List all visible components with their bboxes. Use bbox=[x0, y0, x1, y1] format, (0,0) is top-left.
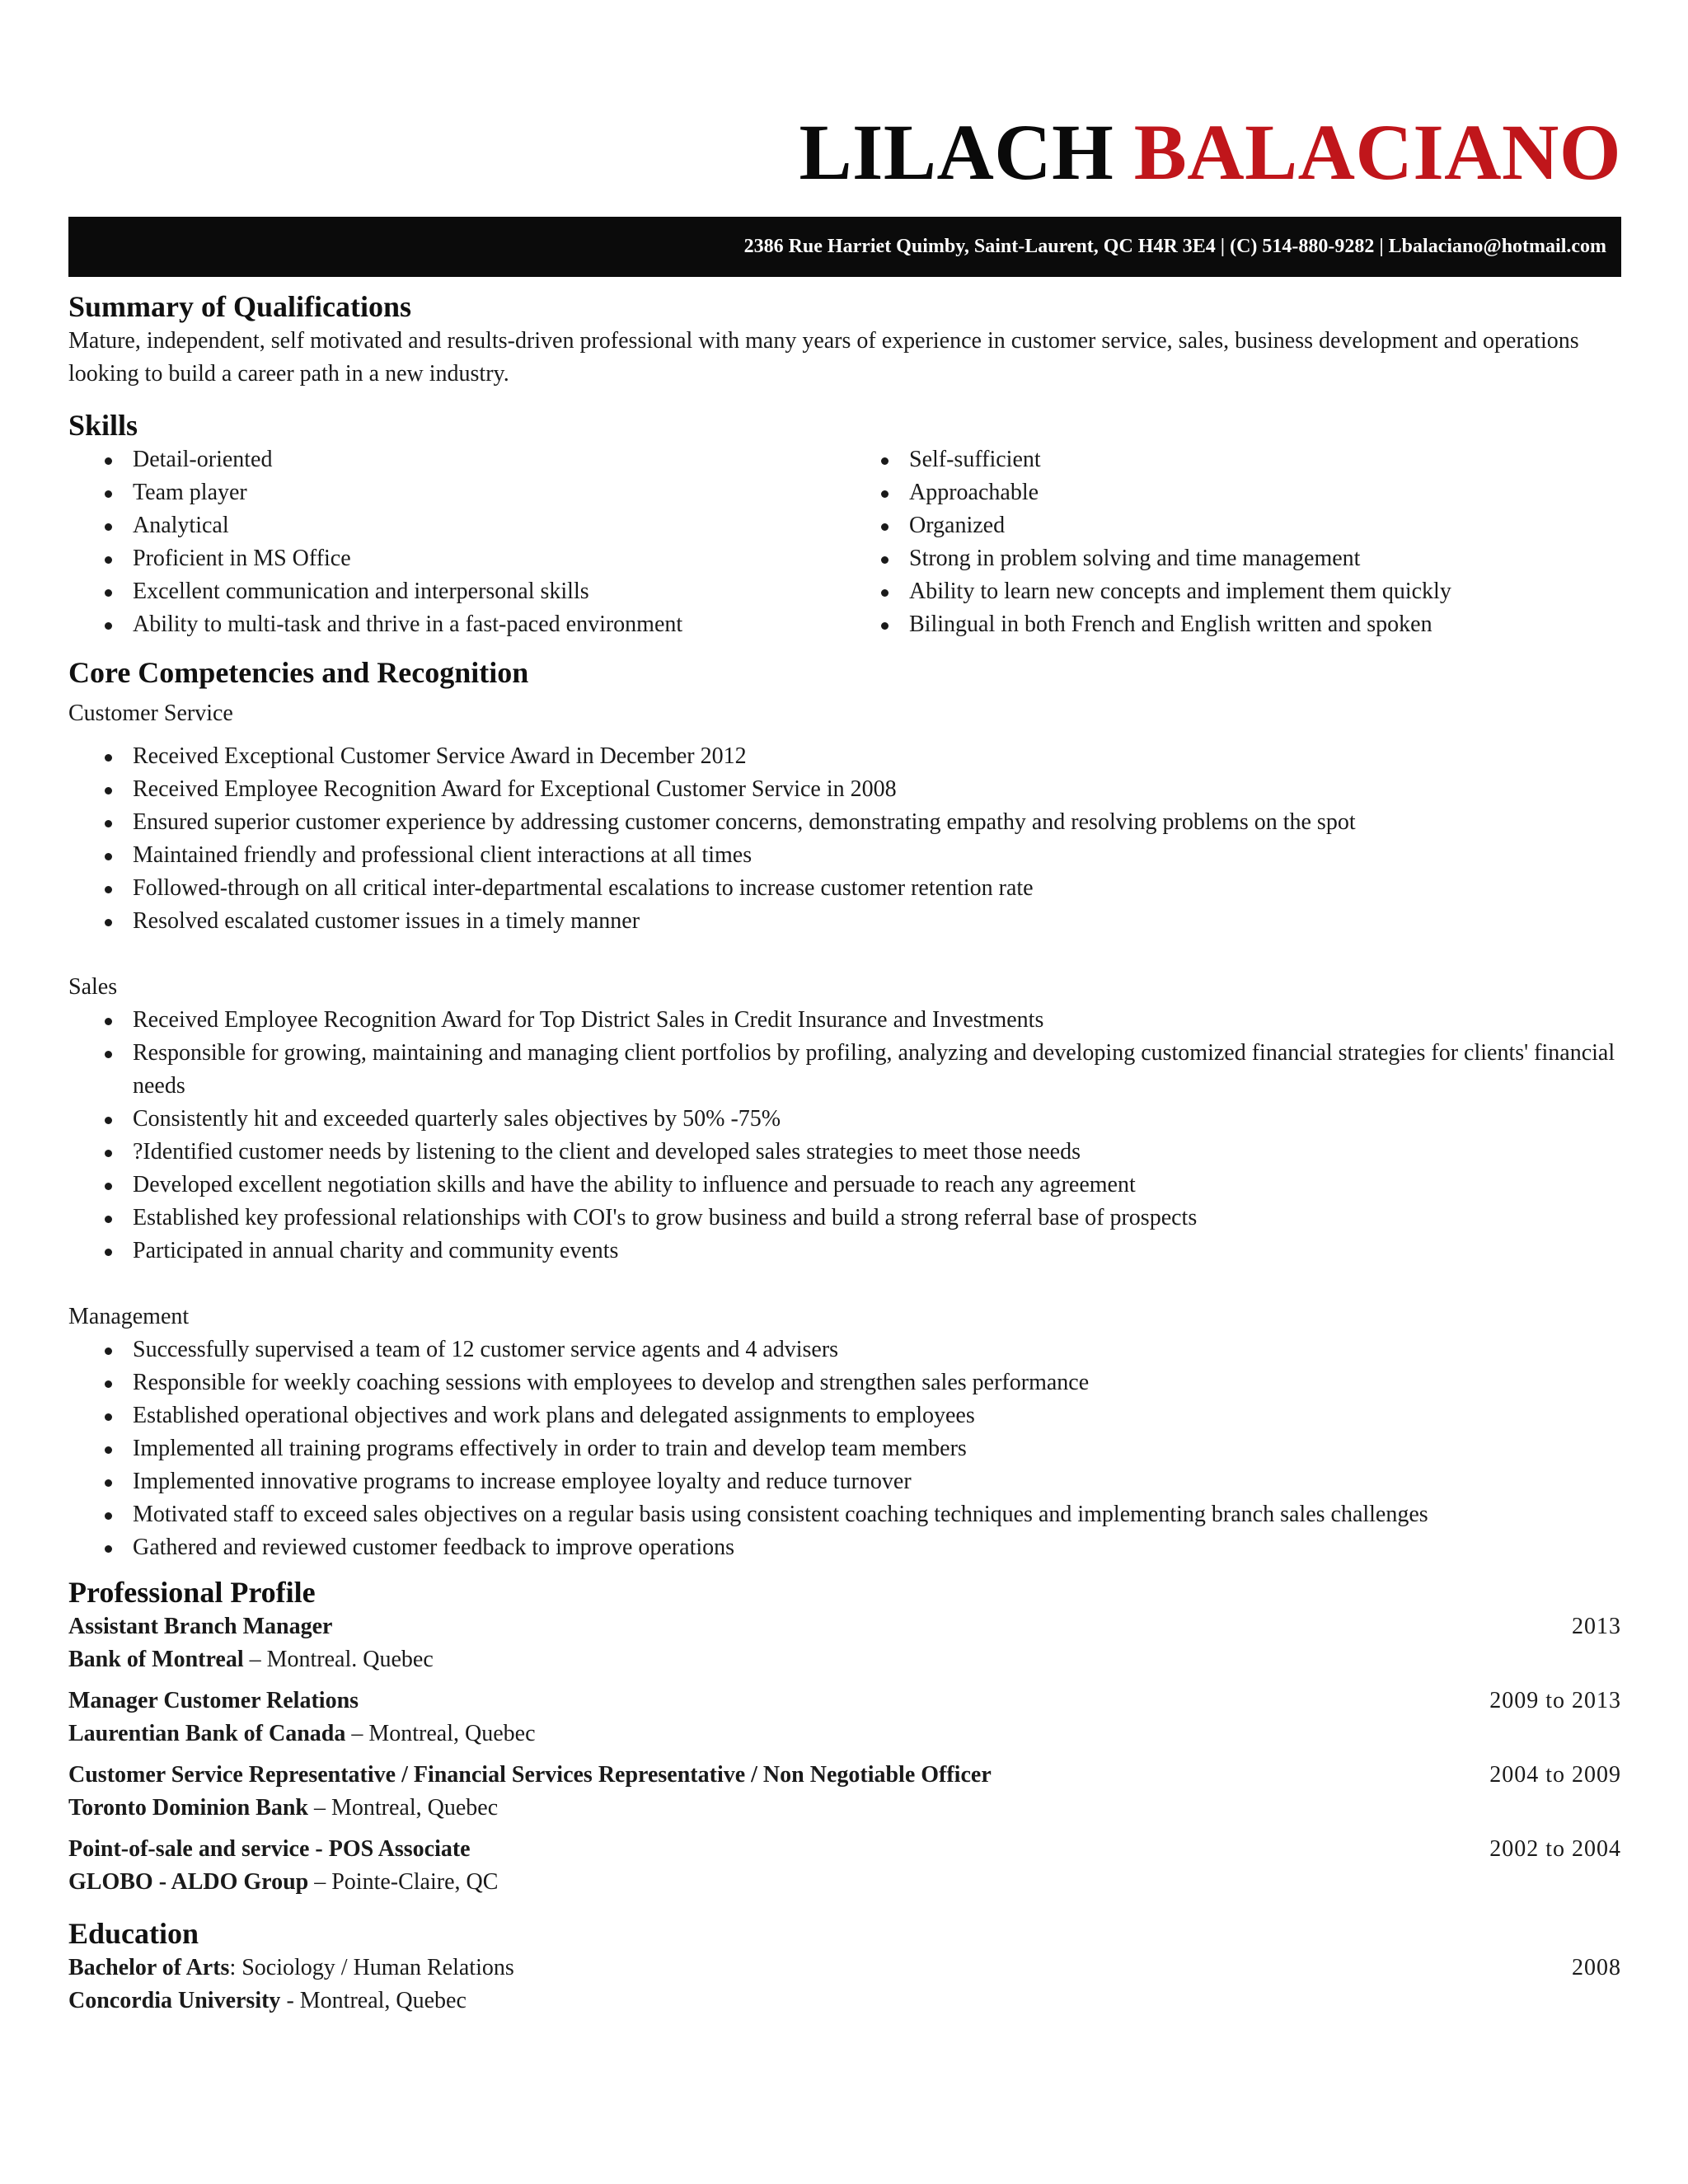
list-item: Maintained friendly and professional client interactions at all times bbox=[68, 839, 1621, 872]
skills-section bbox=[68, 407, 1621, 641]
resume-page bbox=[68, 0, 1621, 2018]
list-item: Received Employee Recognition Award for Exceptional Customer Service in 2008 bbox=[68, 773, 1621, 806]
subsection-sales: Sales bbox=[68, 974, 118, 1000]
section-title-core: Core Competencies and Recognition bbox=[68, 656, 529, 689]
list-item: Approachable bbox=[845, 476, 1621, 509]
education-section bbox=[68, 1915, 1621, 2018]
list-item: Responsible for growing, maintaining and managing client portfolios by profiling, analyzing and developing customized financial strategies for clients' financial needs bbox=[68, 1037, 1621, 1103]
job-title: Assistant Branch Manager bbox=[68, 1614, 333, 1639]
customer-service-list bbox=[68, 740, 1621, 938]
job-entry bbox=[68, 1759, 1621, 1825]
job-location: – Pointe-Claire, QC bbox=[308, 1869, 499, 1895]
list-item: Established key professional relationships with COI's to grow business and build a strong referral base of prospects bbox=[68, 1202, 1621, 1235]
section-title-summary: Summary of Qualifications bbox=[68, 290, 412, 323]
list-item: Ability to multi-task and thrive in a fast-paced environment bbox=[68, 608, 845, 641]
list-item: Analytical bbox=[68, 509, 845, 542]
list-item: Organized bbox=[845, 509, 1621, 542]
list-item: Self-sufficient bbox=[845, 443, 1621, 476]
skills-grid bbox=[68, 443, 1621, 641]
job-company: Laurentian Bank of Canada bbox=[68, 1721, 346, 1746]
job-date: 2013 bbox=[1572, 1614, 1621, 1639]
list-item: Resolved escalated customer issues in a timely manner bbox=[68, 905, 1621, 938]
school-location: - Montreal, Quebec bbox=[280, 1988, 467, 2013]
list-item: Detail-oriented bbox=[68, 443, 845, 476]
subsection-management: Management bbox=[68, 1304, 190, 1329]
contact-bar: 2386 Rue Harriet Quimby, Saint-Laurent, QC H4R 3E4 | (C) 514-880-9282 | Lbalaciano@hotmail.com bbox=[68, 217, 1621, 277]
job-date: 2002 to 2004 bbox=[1489, 1836, 1621, 1862]
list-item: Motivated staff to exceed sales objectives on a regular basis using consistent coaching techniques and implementing branch sales challenges bbox=[68, 1498, 1621, 1531]
job-location: – Montreal. Quebec bbox=[243, 1647, 434, 1672]
list-item: Gathered and reviewed customer feedback to improve operations bbox=[68, 1531, 1621, 1564]
education-date: 2008 bbox=[1572, 1955, 1621, 1980]
list-item: Implemented innovative programs to increase employee loyalty and reduce turnover bbox=[68, 1465, 1621, 1498]
job-location: – Montreal, Quebec bbox=[345, 1721, 536, 1746]
job-company: GLOBO - ALDO Group bbox=[68, 1869, 309, 1895]
list-item: Bilingual in both French and English written and spoken bbox=[845, 608, 1621, 641]
list-item: Strong in problem solving and time management bbox=[845, 542, 1621, 575]
job-date: 2009 to 2013 bbox=[1489, 1688, 1621, 1713]
job-location: – Montreal, Quebec bbox=[308, 1795, 499, 1821]
job-company: Toronto Dominion Bank bbox=[68, 1795, 308, 1821]
job-title: Point-of-sale and service - POS Associate bbox=[68, 1836, 471, 1862]
job-company: Bank of Montreal bbox=[68, 1647, 244, 1672]
management-list bbox=[68, 1333, 1621, 1564]
list-item: Excellent communication and interpersonal skills bbox=[68, 575, 845, 608]
job-title: Customer Service Representative / Financial Services Representative / Non Negotiable Officer bbox=[68, 1762, 992, 1788]
section-title-profile: Professional Profile bbox=[68, 1576, 316, 1609]
list-item: Participated in annual charity and community events bbox=[68, 1235, 1621, 1268]
list-item: Established operational objectives and work plans and delegated assignments to employees bbox=[68, 1399, 1621, 1432]
list-item: Received Exceptional Customer Service Award in December 2012 bbox=[68, 740, 1621, 773]
job-entry bbox=[68, 1833, 1621, 1899]
job-title: Manager Customer Relations bbox=[68, 1688, 359, 1713]
section-title-education: Education bbox=[68, 1917, 199, 1950]
subsection-customer-service: Customer Service bbox=[68, 701, 233, 726]
list-item: Followed-through on all critical inter-departmental escalations to increase customer retention rate bbox=[68, 872, 1621, 905]
skills-left-list bbox=[68, 443, 845, 641]
job-entry bbox=[68, 1685, 1621, 1750]
list-item: Consistently hit and exceeded quarterly sales objectives by 50% -75% bbox=[68, 1103, 1621, 1136]
summary-text: Mature, independent, self motivated and results-driven professional with many years of experience in customer service, sales, business development and operations looking to build a career path in a new industry. bbox=[68, 328, 1579, 387]
list-item: Team player bbox=[68, 476, 845, 509]
first-name: LILACH bbox=[799, 108, 1114, 196]
sales-list bbox=[68, 1004, 1621, 1268]
list-item: Responsible for weekly coaching sessions with employees to develop and strengthen sales performance bbox=[68, 1366, 1621, 1399]
job-entry bbox=[68, 1610, 1621, 1676]
school-name: Concordia University bbox=[68, 1988, 281, 2013]
degree-field: : Sociology / Human Relations bbox=[229, 1955, 514, 1980]
section-title-skills: Skills bbox=[68, 409, 138, 442]
degree-name: Bachelor of Arts bbox=[68, 1955, 230, 1980]
core-section bbox=[68, 654, 1621, 1564]
candidate-name bbox=[68, 107, 1621, 198]
list-item: Received Employee Recognition Award for Top District Sales in Credit Insurance and Investments bbox=[68, 1004, 1621, 1037]
list-item: Implemented all training programs effectively in order to train and develop team members bbox=[68, 1432, 1621, 1465]
job-date: 2004 to 2009 bbox=[1489, 1762, 1621, 1788]
last-name: BALACIANO bbox=[1133, 108, 1621, 196]
skills-right-list bbox=[845, 443, 1621, 641]
list-item: Ensured superior customer experience by addressing customer concerns, demonstrating empathy and resolving problems on the spot bbox=[68, 806, 1621, 839]
list-item: Successfully supervised a team of 12 customer service agents and 4 advisers bbox=[68, 1333, 1621, 1366]
list-item: Ability to learn new concepts and implement them quickly bbox=[845, 575, 1621, 608]
list-item: Developed excellent negotiation skills and have the ability to influence and persuade to reach any agreement bbox=[68, 1169, 1621, 1202]
list-item: ?Identified customer needs by listening to the client and developed sales strategies to meet those needs bbox=[68, 1136, 1621, 1169]
profile-section bbox=[68, 1574, 1621, 1899]
list-item: Proficient in MS Office bbox=[68, 542, 845, 575]
summary-section bbox=[68, 288, 1621, 391]
